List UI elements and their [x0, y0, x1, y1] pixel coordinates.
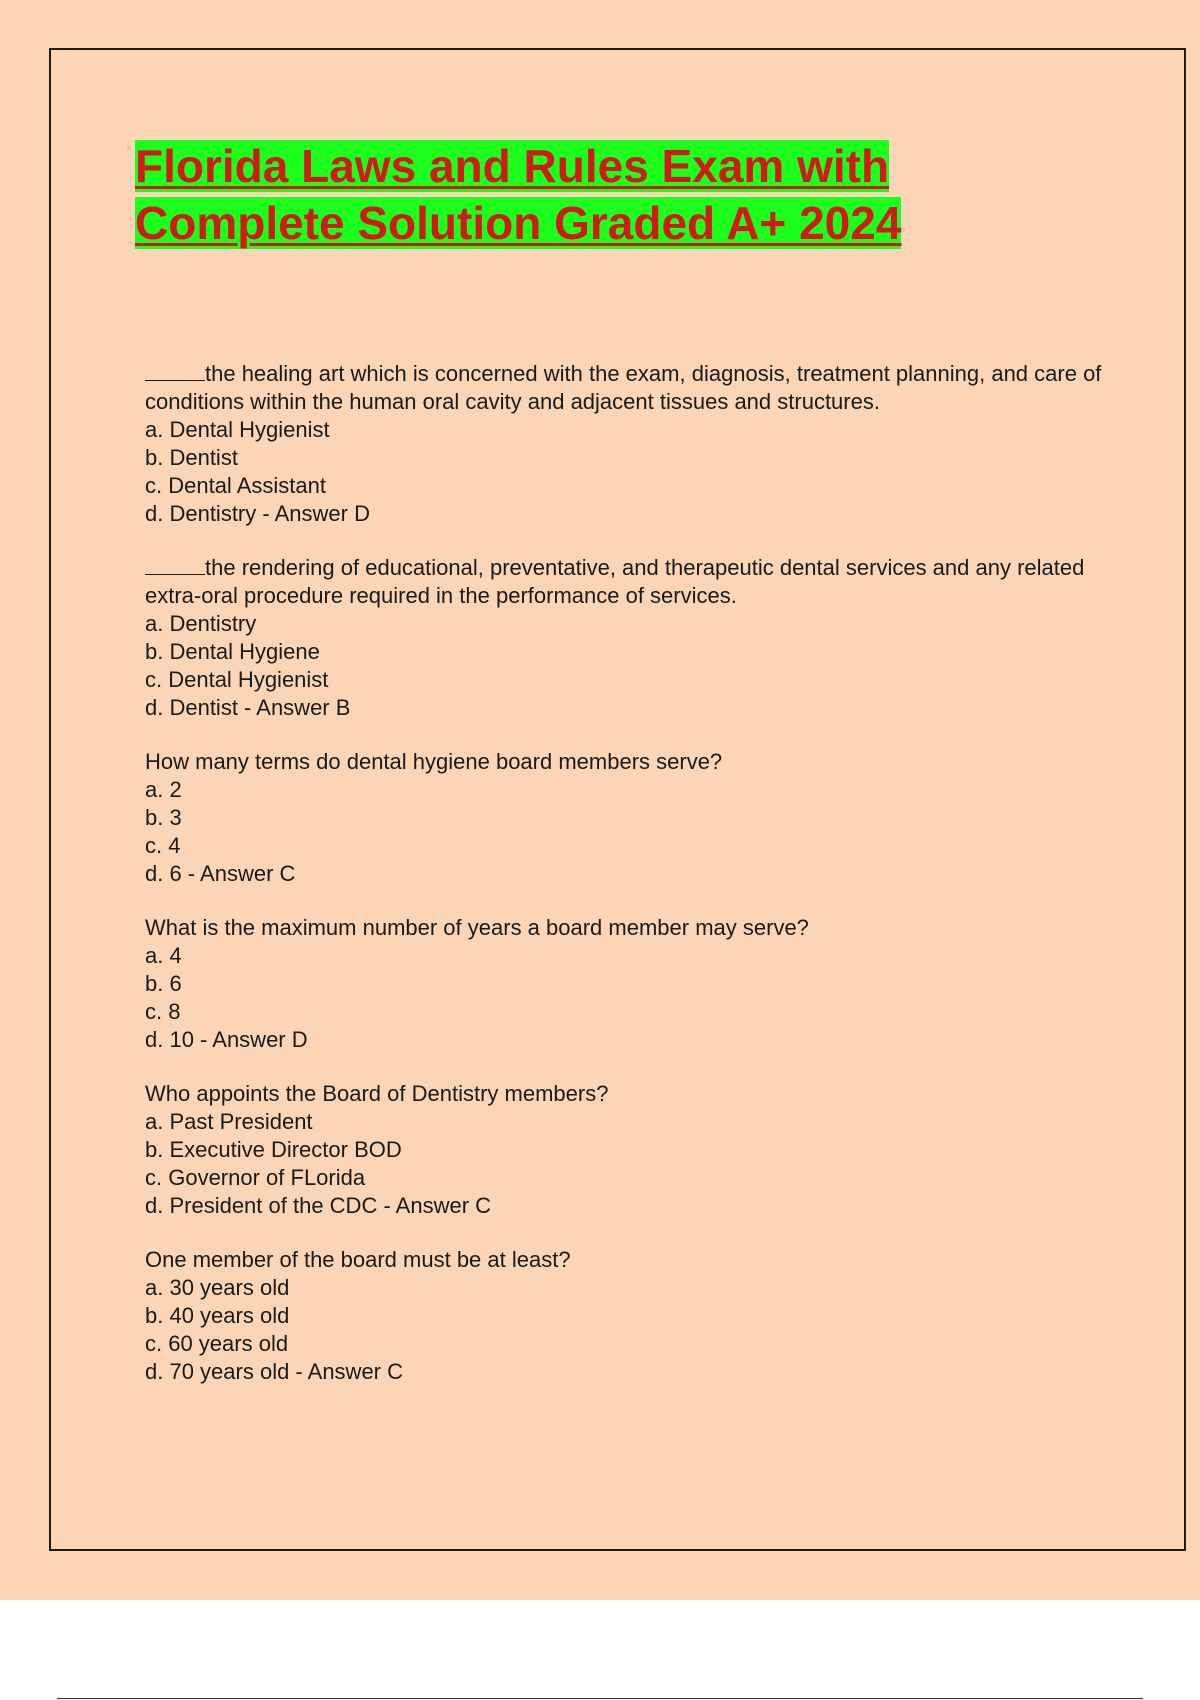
answer-option: a. Dentistry [145, 611, 257, 636]
answer-option: a. Past President [145, 1109, 313, 1134]
question-stem: the rendering of educational, preventative, and therapeutic dental services and any related extra-oral procedure required in the performance of services. [145, 555, 1085, 608]
answer-option: c. Governor of FLorida [145, 1165, 366, 1190]
question-block [145, 360, 1105, 528]
question-block [145, 554, 1105, 722]
answer-option: d. Dentistry - Answer D [145, 501, 370, 526]
answer-option: a. 2 [145, 777, 182, 802]
title-line-2: Complete Solution Graded A+ 2024 [135, 197, 902, 249]
question-block [145, 914, 1105, 1054]
question-stem: Who appoints the Board of Dentistry members? [145, 1081, 609, 1106]
answer-option: c. Dental Hygienist [145, 667, 329, 692]
question-block [145, 1246, 1105, 1386]
answer-option: c. Dental Assistant [145, 473, 326, 498]
question-stem: What is the maximum number of years a board member may serve? [145, 915, 809, 940]
document-title [135, 138, 955, 252]
answer-option: b. 40 years old [145, 1303, 290, 1328]
answer-option: b. Executive Director BOD [145, 1137, 402, 1162]
question-list [145, 360, 1105, 1412]
question-stem: One member of the board must be at least? [145, 1247, 571, 1272]
title-line-1: Florida Laws and Rules Exam with [135, 140, 890, 192]
answer-option: d. 70 years old - Answer C [145, 1359, 404, 1384]
answer-option: c. 8 [145, 999, 181, 1024]
answer-option: a. 4 [145, 943, 182, 968]
answer-option: b. Dentist [145, 445, 238, 470]
answer-option: a. Dental Hygienist [145, 417, 330, 442]
answer-option: b. 6 [145, 971, 182, 996]
question-stem: How many terms do dental hygiene board members serve? [145, 749, 723, 774]
answer-option: d. Dentist - Answer B [145, 695, 351, 720]
answer-option: d. President of the CDC - Answer C [145, 1193, 492, 1218]
question-stem: the healing art which is concerned with the exam, diagnosis, treatment planning, and care of conditions within the human oral cavity and adjacent tissues and structures. [145, 361, 1102, 414]
answer-option: b. Dental Hygiene [145, 639, 320, 664]
answer-option: d. 6 - Answer C [145, 861, 296, 886]
answer-option: a. 30 years old [145, 1275, 290, 1300]
fill-in-blank [145, 554, 205, 575]
question-block [145, 1080, 1105, 1220]
fill-in-blank [145, 360, 205, 381]
question-block [145, 748, 1105, 888]
answer-option: b. 3 [145, 805, 182, 830]
footer-divider [57, 1698, 1143, 1699]
answer-option: c. 60 years old [145, 1331, 289, 1356]
answer-option: d. 10 - Answer D [145, 1027, 308, 1052]
answer-option: c. 4 [145, 833, 181, 858]
